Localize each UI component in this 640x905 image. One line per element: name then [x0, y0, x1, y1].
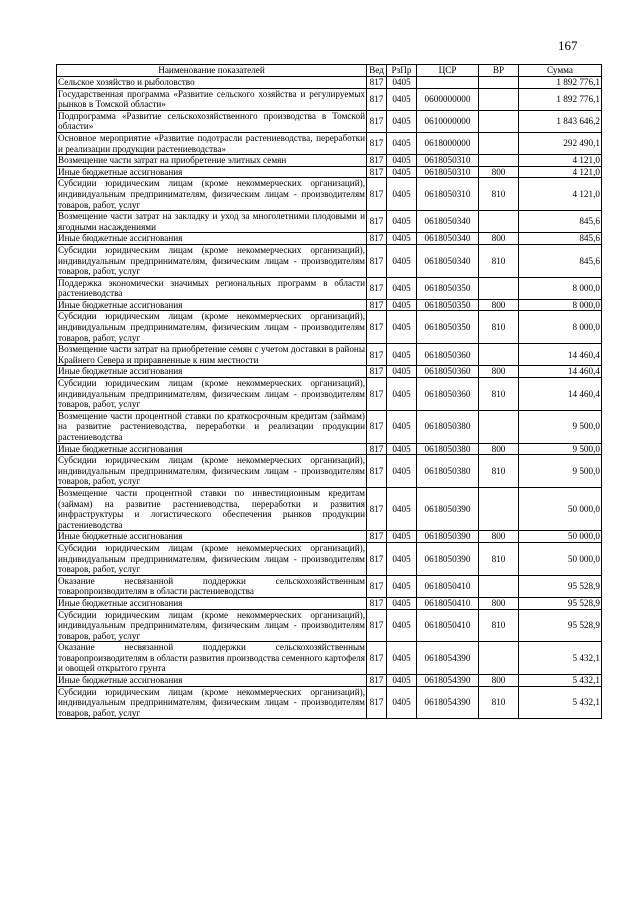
- cell-rzpr: 0405: [387, 531, 417, 543]
- header-row: [57, 65, 602, 77]
- cell-name: Оказание несвязанной поддержки сельскохозяйственным товаропроизводителям в области развития производства семенного картофеля и овощей открытого грунта: [58, 642, 365, 674]
- cell-csr: 0618050350: [417, 299, 479, 311]
- table-row: [57, 277, 602, 299]
- cell-name: Возмещение части затрат на закладку и уход за многолетними плодовыми и ягодными насаждениями: [58, 211, 365, 232]
- table-row: [57, 233, 602, 245]
- table-row: [57, 443, 602, 455]
- cell-rzpr: 0405: [387, 410, 417, 443]
- cell-ved: 817: [367, 244, 387, 277]
- cell-vr: [479, 110, 519, 132]
- cell-sum: 4 121,0: [519, 178, 602, 211]
- table-row: [57, 675, 602, 687]
- cell-rzpr: 0405: [387, 110, 417, 132]
- budget-table: [56, 64, 602, 719]
- cell-name: Оказание несвязанной поддержки сельскохозяйственным товаропроизводителям в области растениеводства: [58, 575, 365, 597]
- table-row: [57, 299, 602, 311]
- table-row: [57, 77, 602, 89]
- cell-sum: 95 528,9: [519, 597, 602, 609]
- cell-vr: 800: [479, 233, 519, 245]
- cell-name: Субсидии юридическим лицам (кроме некоммерческих организаций), индивидуальным предпринимателям, физическим лицам - производителям товаров, работ, услуг: [58, 686, 365, 718]
- cell-sum: 9 500,0: [519, 443, 602, 455]
- cell-rzpr: 0405: [387, 299, 417, 311]
- cell-csr: 0618050350: [417, 277, 479, 299]
- cell-sum: 1 892 776,1: [519, 88, 602, 110]
- table-row: [57, 531, 602, 543]
- cell-name: Иные бюджетные ассигнования: [57, 675, 367, 687]
- table-header: [57, 65, 602, 77]
- cell-sum: 1 843 646,2: [519, 110, 602, 132]
- cell-csr: 0618050390: [417, 531, 479, 543]
- cell-vr: 800: [479, 597, 519, 609]
- cell-name: Возмещение части затрат на приобретение элитных семян: [57, 155, 367, 167]
- cell-rzpr: 0405: [387, 244, 417, 277]
- cell-csr: 0618050350: [417, 311, 479, 344]
- cell-ved: 817: [367, 378, 387, 411]
- cell-name: Сельское хозяйство и рыболовство: [57, 77, 367, 89]
- cell-vr: [479, 642, 519, 675]
- cell-csr: 0618054390: [417, 686, 479, 719]
- table-row: [57, 686, 602, 719]
- cell-vr: 810: [479, 378, 519, 411]
- cell-csr: 0618050410: [417, 575, 479, 597]
- cell-sum: 9 500,0: [519, 410, 602, 443]
- cell-csr: 0618050310: [417, 155, 479, 167]
- table-row: [57, 344, 602, 366]
- cell-vr: [479, 132, 519, 154]
- cell-csr: 0618050410: [417, 609, 479, 642]
- cell-vr: [479, 344, 519, 366]
- cell-csr: 0618050340: [417, 233, 479, 245]
- cell-ved: 817: [367, 531, 387, 543]
- cell-rzpr: 0405: [387, 487, 417, 530]
- cell-name: Иные бюджетные ассигнования: [57, 299, 367, 311]
- cell-ved: 817: [367, 575, 387, 597]
- cell-sum: 4 121,0: [519, 166, 602, 178]
- cell-csr: 0618050340: [417, 211, 479, 233]
- cell-sum: 845,6: [519, 233, 602, 245]
- cell-name: Возмещение части процентной ставки по инвестиционным кредитам (займам) на развитие растениеводства, переработки и развития инфраструктуры и логистического обеспечения рынков продукции растениеводства: [58, 487, 365, 530]
- cell-csr: 0618050310: [417, 166, 479, 178]
- cell-rzpr: 0405: [387, 686, 417, 719]
- cell-sum: 95 528,9: [519, 575, 602, 597]
- cell-rzpr: 0405: [387, 609, 417, 642]
- cell-ved: 817: [367, 642, 387, 675]
- cell-rzpr: 0405: [387, 132, 417, 154]
- cell-csr: 0618050360: [417, 344, 479, 366]
- cell-ved: 817: [367, 311, 387, 344]
- cell-vr: 810: [479, 609, 519, 642]
- cell-sum: 845,6: [519, 211, 602, 233]
- cell-rzpr: 0405: [387, 366, 417, 378]
- table-row: [57, 487, 602, 530]
- cell-csr: 0618050380: [417, 443, 479, 455]
- cell-ved: 817: [367, 455, 387, 488]
- cell-name: Субсидии юридическим лицам (кроме некоммерческих организаций), индивидуальным предпринимателям, физическим лицам - производителям товаров, работ, услуг: [58, 455, 365, 487]
- cell-csr: 0618050390: [417, 487, 479, 530]
- cell-csr: 0618050380: [417, 410, 479, 443]
- cell-name: Иные бюджетные ассигнования: [57, 531, 367, 543]
- table-row: [57, 542, 602, 575]
- cell-csr: 0600000000: [417, 88, 479, 110]
- cell-name: Субсидии юридическим лицам (кроме некоммерческих организаций), индивидуальным предпринимателям, физическим лицам - производителям товаров, работ, услуг: [58, 609, 365, 641]
- cell-rzpr: 0405: [387, 597, 417, 609]
- cell-ved: 817: [367, 233, 387, 245]
- cell-vr: 810: [479, 455, 519, 488]
- cell-vr: [479, 277, 519, 299]
- table-row: [57, 211, 602, 233]
- cell-vr: [479, 88, 519, 110]
- cell-sum: 9 500,0: [519, 455, 602, 488]
- cell-rzpr: 0405: [387, 311, 417, 344]
- cell-ved: 817: [367, 178, 387, 211]
- cell-sum: 14 460,4: [519, 344, 602, 366]
- table-row: [57, 178, 602, 211]
- cell-name: Возмещение части процентной ставки по краткосрочным кредитам (займам) на развитие растениеводства, переработки и реализации продукции растениеводства: [58, 410, 365, 442]
- cell-ved: 817: [367, 609, 387, 642]
- page-number: 167: [558, 38, 578, 53]
- table-row: [57, 311, 602, 344]
- cell-csr: 0618000000: [417, 132, 479, 154]
- cell-ved: 817: [367, 344, 387, 366]
- cell-ved: 817: [367, 542, 387, 575]
- cell-sum: 5 432,1: [519, 642, 602, 675]
- cell-rzpr: 0405: [387, 542, 417, 575]
- cell-ved: 817: [367, 277, 387, 299]
- cell-name: Иные бюджетные ассигнования: [57, 443, 367, 455]
- cell-sum: 1 892 776,1: [519, 77, 602, 89]
- cell-sum: 8 000,0: [519, 277, 602, 299]
- cell-ved: 817: [367, 443, 387, 455]
- cell-name: Государственная программа «Развитие сельского хозяйства и регулируемых рынков в Томской области»: [58, 88, 365, 110]
- header-rzpr: РзПр: [387, 65, 417, 77]
- table-row: [57, 609, 602, 642]
- cell-vr: 800: [479, 166, 519, 178]
- cell-rzpr: 0405: [387, 675, 417, 687]
- cell-sum: 5 432,1: [519, 686, 602, 719]
- cell-name: Поддержка экономически значимых региональных программ в области растениеводства: [58, 277, 365, 299]
- cell-name: Иные бюджетные ассигнования: [57, 166, 367, 178]
- cell-csr: 0618050410: [417, 597, 479, 609]
- cell-sum: 8 000,0: [519, 299, 602, 311]
- cell-sum: 4 121,0: [519, 155, 602, 167]
- cell-rzpr: 0405: [387, 443, 417, 455]
- table-body: [57, 77, 602, 719]
- cell-ved: 817: [367, 132, 387, 154]
- header-vr: ВР: [479, 65, 519, 77]
- header-name: Наименование показателей: [57, 65, 367, 77]
- cell-csr: 0618054390: [417, 675, 479, 687]
- cell-vr: [479, 410, 519, 443]
- cell-name: Основное мероприятие «Развитие подотрасли растениеводства, переработки и реализации продукции растениеводства»: [58, 132, 365, 154]
- cell-name: Иные бюджетные ассигнования: [57, 233, 367, 245]
- cell-ved: 817: [367, 686, 387, 719]
- cell-rzpr: 0405: [387, 233, 417, 245]
- cell-rzpr: 0405: [387, 277, 417, 299]
- cell-vr: 810: [479, 178, 519, 211]
- cell-sum: 292 490,1: [519, 132, 602, 154]
- cell-name: Возмещение части затрат на приобретение семян с учетом доставки в районы Крайнего Севера и приравненные к ним местности: [58, 344, 365, 365]
- table-row: [57, 132, 602, 154]
- cell-vr: 810: [479, 542, 519, 575]
- cell-vr: 800: [479, 531, 519, 543]
- cell-sum: 8 000,0: [519, 311, 602, 344]
- cell-csr: 0618050310: [417, 178, 479, 211]
- cell-name: Субсидии юридическим лицам (кроме некоммерческих организаций), индивидуальным предпринимателям, физическим лицам - производителям товаров, работ, услуг: [58, 542, 365, 575]
- cell-vr: [479, 155, 519, 167]
- cell-vr: [479, 487, 519, 530]
- table-row: [57, 366, 602, 378]
- cell-name: Субсидии юридическим лицам (кроме некоммерческих организаций), индивидуальным предпринимателям, физическим лицам - производителям товаров, работ, услуг: [58, 311, 365, 343]
- cell-ved: 817: [367, 88, 387, 110]
- cell-rzpr: 0405: [387, 378, 417, 411]
- cell-vr: 810: [479, 244, 519, 277]
- cell-vr: 800: [479, 299, 519, 311]
- table-row: [57, 378, 602, 411]
- cell-ved: 817: [367, 366, 387, 378]
- cell-vr: 810: [479, 686, 519, 719]
- cell-rzpr: 0405: [387, 642, 417, 675]
- cell-csr: 0618050360: [417, 366, 479, 378]
- cell-csr: 0618054390: [417, 642, 479, 675]
- cell-rzpr: 0405: [387, 166, 417, 178]
- cell-rzpr: 0405: [387, 344, 417, 366]
- cell-rzpr: 0405: [387, 178, 417, 211]
- header-csr: ЦСР: [417, 65, 479, 77]
- cell-csr: 0618050360: [417, 378, 479, 411]
- cell-ved: 817: [367, 110, 387, 132]
- cell-rzpr: 0405: [387, 155, 417, 167]
- cell-ved: 817: [367, 597, 387, 609]
- cell-csr: 0610000000: [417, 110, 479, 132]
- cell-name: Субсидии юридическим лицам (кроме некоммерческих организаций), индивидуальным предпринимателям, физическим лицам - производителям товаров, работ, услуг: [58, 378, 365, 410]
- cell-ved: 817: [367, 410, 387, 443]
- cell-sum: 5 432,1: [519, 675, 602, 687]
- cell-vr: 810: [479, 311, 519, 344]
- table-row: [57, 575, 602, 597]
- cell-csr: 0618050380: [417, 455, 479, 488]
- table-row: [57, 244, 602, 277]
- cell-ved: 817: [367, 166, 387, 178]
- table-row: [57, 110, 602, 132]
- table-row: [57, 455, 602, 488]
- table-row: [57, 597, 602, 609]
- cell-name: Субсидии юридическим лицам (кроме некоммерческих организаций), индивидуальным предпринимателям, физическим лицам - производителям товаров, работ, услуг: [58, 178, 365, 210]
- cell-vr: [479, 211, 519, 233]
- cell-rzpr: 0405: [387, 88, 417, 110]
- table-row: [57, 642, 602, 675]
- cell-ved: 817: [367, 299, 387, 311]
- cell-vr: [479, 77, 519, 89]
- cell-rzpr: 0405: [387, 211, 417, 233]
- cell-ved: 817: [367, 487, 387, 530]
- table-row: [57, 88, 602, 110]
- cell-vr: 800: [479, 443, 519, 455]
- cell-rzpr: 0405: [387, 77, 417, 89]
- cell-sum: 14 460,4: [519, 378, 602, 411]
- cell-sum: 50 000,0: [519, 542, 602, 575]
- cell-rzpr: 0405: [387, 575, 417, 597]
- cell-csr: [417, 77, 479, 89]
- cell-name: Иные бюджетные ассигнования: [57, 597, 367, 609]
- cell-name: Подпрограмма «Развитие сельскохозяйственного производства в Томской области»: [58, 110, 365, 132]
- cell-vr: [479, 575, 519, 597]
- cell-ved: 817: [367, 211, 387, 233]
- cell-sum: 50 000,0: [519, 531, 602, 543]
- cell-ved: 817: [367, 77, 387, 89]
- cell-ved: 817: [367, 675, 387, 687]
- cell-name: Субсидии юридическим лицам (кроме некоммерческих организаций), индивидуальным предпринимателям, физическим лицам - производителям товаров, работ, услуг: [58, 244, 365, 277]
- cell-csr: 0618050390: [417, 542, 479, 575]
- cell-rzpr: 0405: [387, 455, 417, 488]
- cell-sum: 845,6: [519, 244, 602, 277]
- cell-name: Иные бюджетные ассигнования: [57, 366, 367, 378]
- header-sum: Сумма: [519, 65, 602, 77]
- table-row: [57, 166, 602, 178]
- cell-sum: 50 000,0: [519, 487, 602, 530]
- table-row: [57, 410, 602, 443]
- table-row: [57, 155, 602, 167]
- cell-sum: 14 460,4: [519, 366, 602, 378]
- cell-vr: 800: [479, 366, 519, 378]
- header-ved: Вед: [367, 65, 387, 77]
- cell-csr: 0618050340: [417, 244, 479, 277]
- cell-vr: 800: [479, 675, 519, 687]
- cell-sum: 95 528,9: [519, 609, 602, 642]
- cell-ved: 817: [367, 155, 387, 167]
